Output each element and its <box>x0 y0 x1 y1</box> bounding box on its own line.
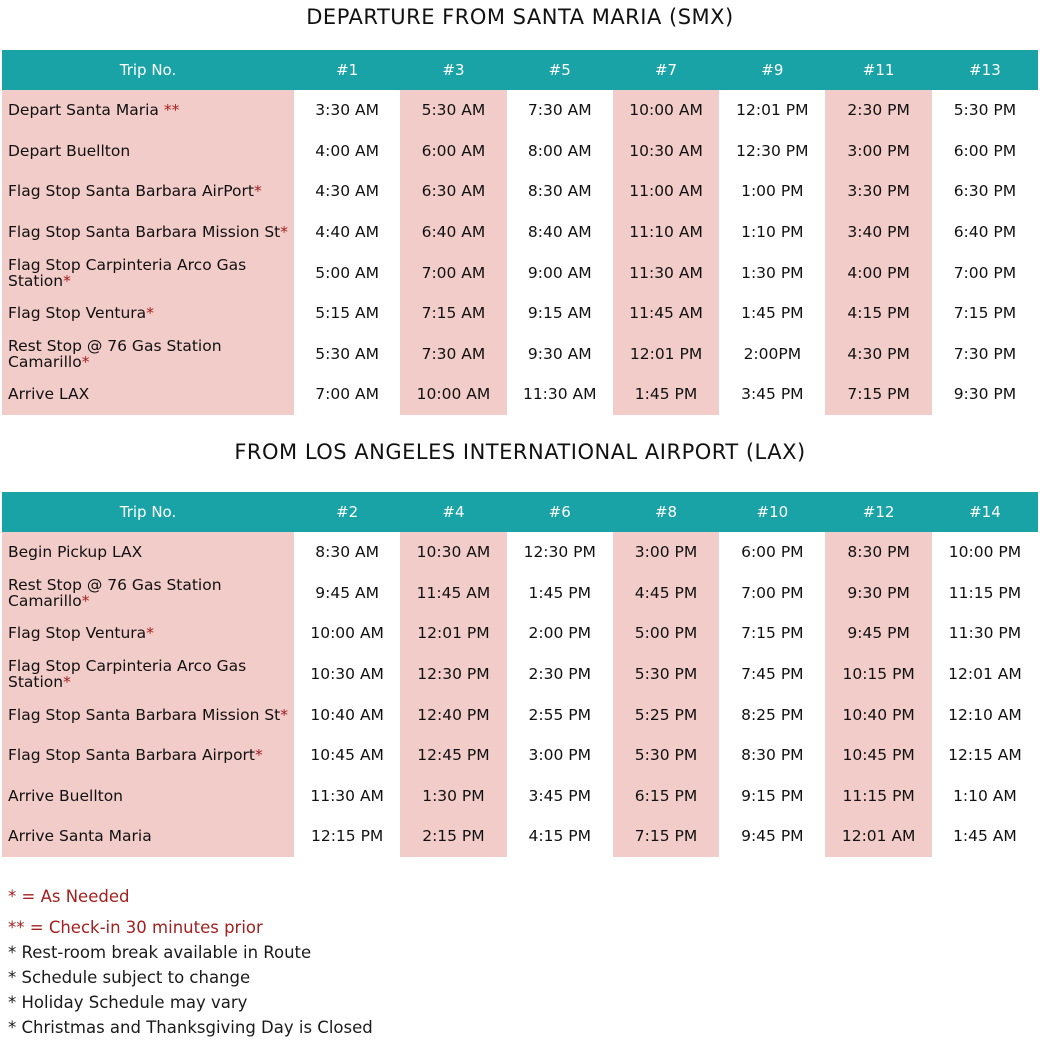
time-cell: 11:45 AM <box>400 573 506 614</box>
time-cell: 7:15 AM <box>400 293 506 334</box>
time-cell: 12:30 PM <box>400 654 506 695</box>
stop-name: Flag Stop Santa Barbara AirPort <box>8 182 254 201</box>
asterisk-marker: * <box>280 705 288 724</box>
trip-number-header: #1 <box>294 50 400 90</box>
stop-name: Begin Pickup LAX <box>8 543 143 562</box>
time-cell: 11:10 AM <box>613 212 719 253</box>
time-cell: 9:15 AM <box>527 304 592 323</box>
time-cell: 9:00 AM <box>527 263 592 282</box>
time-cell: 5:25 PM <box>613 694 719 735</box>
stop-label <box>2 776 294 817</box>
time-cell: 8:00 AM <box>527 141 592 160</box>
time-cell: 1:30 PM <box>400 776 506 817</box>
time-cell: 12:01 AM <box>825 816 931 857</box>
stop-label <box>2 334 294 375</box>
time-cell: 12:30 PM <box>523 543 596 562</box>
time-cell: 7:15 PM <box>953 304 1017 323</box>
trip-number-header: #9 <box>719 50 825 90</box>
time-cell: 1:10 AM <box>953 786 1017 805</box>
stop-label <box>2 735 294 776</box>
time-cell: 5:00 PM <box>613 613 719 654</box>
time-cell: 10:40 PM <box>825 694 931 735</box>
time-cell: 3:45 PM <box>741 385 804 404</box>
time-cell: 4:40 AM <box>315 223 379 242</box>
asterisk-marker: * <box>81 591 90 610</box>
time-cell: 11:30 AM <box>310 786 384 805</box>
trip-number-header: #11 <box>825 50 931 90</box>
time-cell: 9:30 AM <box>527 344 592 363</box>
time-cell: 10:00 AM <box>310 624 384 643</box>
asterisk-marker: * <box>253 182 262 201</box>
stop-label <box>2 694 294 735</box>
time-cell: 12:01 PM <box>613 334 719 375</box>
time-cell: 8:25 PM <box>741 705 804 724</box>
table-row <box>2 735 1038 776</box>
table-row <box>2 171 1038 212</box>
time-cell: 7:30 PM <box>953 344 1017 363</box>
note-schedule-change: * Schedule subject to change <box>8 968 251 987</box>
time-cell: 10:30 AM <box>310 665 384 684</box>
time-cell: 4:00 PM <box>825 252 931 293</box>
time-cell: 12:01 PM <box>736 101 809 120</box>
stop-name: Flag Stop Santa Barbara Mission St <box>8 705 281 724</box>
time-cell: 10:30 AM <box>400 532 506 573</box>
note-restroom: * Rest-room break available in Route <box>8 943 312 962</box>
time-cell: 2:00 PM <box>528 624 591 643</box>
time-cell: 8:30 PM <box>825 532 931 573</box>
time-cell: 3:00 PM <box>528 746 591 765</box>
time-cell: 1:10 PM <box>741 223 804 242</box>
table-row <box>2 293 1038 334</box>
stop-name: Arrive Buellton <box>8 786 124 805</box>
time-cell: 6:00 AM <box>400 131 506 172</box>
time-cell: 9:15 PM <box>741 786 804 805</box>
stop-label <box>2 131 294 172</box>
stop-name: Depart Santa Maria <box>8 101 159 120</box>
time-cell: 12:45 PM <box>400 735 506 776</box>
table-header-row <box>2 492 1038 532</box>
note-closed-days: * Christmas and Thanksgiving Day is Closed <box>8 1018 373 1037</box>
stop-label <box>2 532 294 573</box>
time-cell: 11:30 AM <box>613 252 719 293</box>
time-cell: 8:30 AM <box>315 543 379 562</box>
schedule-table-lax-to-smx <box>2 492 1038 857</box>
time-cell: 5:15 AM <box>315 304 379 323</box>
table-row <box>2 90 1038 131</box>
asterisk-marker: * <box>63 271 71 290</box>
stop-label <box>2 212 294 253</box>
stop-label <box>2 816 294 857</box>
table-header-row <box>2 50 1038 90</box>
time-cell: 12:01 AM <box>948 665 1022 684</box>
stop-name: Depart Buellton <box>8 141 131 160</box>
stop-name: Flag Stop Carpinteria Arco Gas Station <box>8 657 247 692</box>
time-cell: 3:45 PM <box>528 786 591 805</box>
time-cell: 5:30 AM <box>400 90 506 131</box>
stop-name: Flag Stop Santa Barbara Airport <box>8 746 256 765</box>
table-row <box>2 776 1038 817</box>
time-cell: 3:00 PM <box>825 131 931 172</box>
time-cell: 3:30 AM <box>315 101 379 120</box>
trip-no-header: Trip No. <box>2 492 294 532</box>
time-cell: 12:30 PM <box>736 141 809 160</box>
asterisk-marker: * <box>280 223 288 242</box>
trip-number-header: #12 <box>825 492 931 532</box>
time-cell: 5:30 PM <box>613 654 719 695</box>
stop-name: Flag Stop Santa Barbara Mission St <box>8 223 281 242</box>
time-cell: 7:00 PM <box>953 263 1017 282</box>
time-cell: 1:45 PM <box>741 304 804 323</box>
time-cell: 7:00 AM <box>315 385 379 404</box>
time-cell: 5:30 PM <box>613 735 719 776</box>
time-cell: 2:15 PM <box>400 816 506 857</box>
asterisk-marker: * <box>81 352 90 371</box>
trip-number-header: #10 <box>719 492 825 532</box>
time-cell: 4:15 PM <box>528 827 591 846</box>
table-row <box>2 252 1038 293</box>
stop-name: Rest Stop @ 76 Gas Station Camarillo <box>8 336 222 371</box>
table-row <box>2 131 1038 172</box>
table-row <box>2 532 1038 573</box>
note-holiday: * Holiday Schedule may vary <box>8 993 248 1012</box>
time-cell: 11:15 PM <box>825 776 931 817</box>
time-cell: 7:30 AM <box>400 334 506 375</box>
schedule-table-smx-to-lax <box>2 50 1038 415</box>
time-cell: 10:00 AM <box>400 374 506 415</box>
time-cell: 10:00 AM <box>613 90 719 131</box>
legend-check-in: ** = Check-in 30 minutes prior <box>8 918 263 937</box>
time-cell: 2:00PM <box>743 344 802 363</box>
time-cell: 4:15 PM <box>825 293 931 334</box>
asterisk-marker: * <box>146 304 154 323</box>
time-cell: 3:40 PM <box>825 212 931 253</box>
time-cell: 6:00 PM <box>953 141 1017 160</box>
time-cell: 8:30 PM <box>741 746 804 765</box>
time-cell: 10:15 PM <box>825 654 931 695</box>
stop-label <box>2 573 294 614</box>
trip-number-header: #13 <box>932 50 1038 90</box>
section-title-from-lax: FROM LOS ANGELES INTERNATIONAL AIRPORT (LAX) <box>234 440 806 464</box>
table-row <box>2 694 1038 735</box>
time-cell: 5:30 PM <box>953 101 1017 120</box>
time-cell: 10:45 AM <box>310 746 384 765</box>
time-cell: 7:15 PM <box>825 374 931 415</box>
time-cell: 6:00 PM <box>741 543 804 562</box>
time-cell: 7:45 PM <box>741 665 804 684</box>
table-row <box>2 334 1038 375</box>
time-cell: 6:15 PM <box>613 776 719 817</box>
time-cell: 1:30 PM <box>741 263 804 282</box>
asterisk-marker: * <box>255 746 263 765</box>
time-cell: 11:15 PM <box>948 583 1022 602</box>
time-cell: 6:40 PM <box>953 223 1017 242</box>
time-cell: 5:00 AM <box>315 263 379 282</box>
stop-name: Arrive LAX <box>8 385 90 404</box>
time-cell: 12:40 PM <box>400 694 506 735</box>
time-cell: 11:30 AM <box>522 385 597 404</box>
trip-number-header: #2 <box>294 492 400 532</box>
time-cell: 7:15 PM <box>741 624 804 643</box>
time-cell: 7:15 PM <box>613 816 719 857</box>
time-cell: 12:15 PM <box>310 827 384 846</box>
table-row <box>2 654 1038 695</box>
stop-name: Arrive Santa Maria <box>8 827 152 846</box>
time-cell: 11:45 AM <box>613 293 719 334</box>
stop-name: Flag Stop Ventura <box>8 304 147 323</box>
time-cell: 9:30 PM <box>953 385 1017 404</box>
time-cell: 2:30 PM <box>825 90 931 131</box>
time-cell: 9:45 PM <box>741 827 804 846</box>
time-cell: 10:00 PM <box>948 543 1022 562</box>
trip-no-header: Trip No. <box>2 50 294 90</box>
time-cell: 10:45 PM <box>825 735 931 776</box>
table-row <box>2 613 1038 654</box>
time-cell: 12:10 AM <box>948 705 1022 724</box>
time-cell: 10:40 AM <box>310 705 384 724</box>
asterisk-marker: * <box>146 624 154 643</box>
time-cell: 8:40 AM <box>527 223 592 242</box>
trip-number-header: #8 <box>613 492 719 532</box>
time-cell: 10:30 AM <box>613 131 719 172</box>
asterisk-marker: ** <box>158 101 180 120</box>
stop-label <box>2 171 294 212</box>
table-row <box>2 573 1038 614</box>
table-row <box>2 212 1038 253</box>
time-cell: 6:30 PM <box>953 182 1017 201</box>
time-cell: 1:00 PM <box>741 182 804 201</box>
time-cell: 12:15 AM <box>948 746 1022 765</box>
trip-number-header: #14 <box>932 492 1038 532</box>
stop-label <box>2 252 294 293</box>
time-cell: 1:45 PM <box>613 374 719 415</box>
trip-number-header: #3 <box>400 50 506 90</box>
stop-label <box>2 90 294 131</box>
table-row <box>2 816 1038 857</box>
time-cell: 6:30 AM <box>400 171 506 212</box>
trip-number-header: #7 <box>613 50 719 90</box>
time-cell: 3:30 PM <box>825 171 931 212</box>
table-row <box>2 374 1038 415</box>
stop-label <box>2 293 294 334</box>
section-title-departure-smx: DEPARTURE FROM SANTA MARIA (SMX) <box>306 5 734 29</box>
time-cell: 1:45 AM <box>953 827 1017 846</box>
stop-label <box>2 374 294 415</box>
time-cell: 9:30 PM <box>825 573 931 614</box>
time-cell: 7:00 PM <box>741 583 804 602</box>
time-cell: 4:30 PM <box>825 334 931 375</box>
time-cell: 9:45 AM <box>315 583 379 602</box>
time-cell: 5:30 AM <box>315 344 379 363</box>
trip-number-header: #4 <box>400 492 506 532</box>
time-cell: 11:00 AM <box>613 171 719 212</box>
time-cell: 4:30 AM <box>315 182 379 201</box>
time-cell: 7:30 AM <box>527 101 592 120</box>
stop-label <box>2 654 294 695</box>
time-cell: 4:00 AM <box>315 141 379 160</box>
time-cell: 2:30 PM <box>528 665 591 684</box>
time-cell: 12:01 PM <box>400 613 506 654</box>
time-cell: 6:40 AM <box>400 212 506 253</box>
trip-number-header: #6 <box>507 492 613 532</box>
time-cell: 7:00 AM <box>400 252 506 293</box>
time-cell: 4:45 PM <box>613 573 719 614</box>
time-cell: 9:45 PM <box>825 613 931 654</box>
time-cell: 2:55 PM <box>528 705 591 724</box>
stop-name: Flag Stop Carpinteria Arco Gas Station <box>8 255 247 290</box>
legend-as-needed: * = As Needed <box>8 887 130 906</box>
trip-number-header: #5 <box>507 50 613 90</box>
stop-label <box>2 613 294 654</box>
stop-name: Rest Stop @ 76 Gas Station Camarillo <box>8 575 222 610</box>
time-cell: 11:30 PM <box>948 624 1022 643</box>
time-cell: 8:30 AM <box>527 182 592 201</box>
stop-name: Flag Stop Ventura <box>8 624 147 643</box>
time-cell: 1:45 PM <box>528 583 591 602</box>
time-cell: 3:00 PM <box>613 532 719 573</box>
asterisk-marker: * <box>63 673 71 692</box>
